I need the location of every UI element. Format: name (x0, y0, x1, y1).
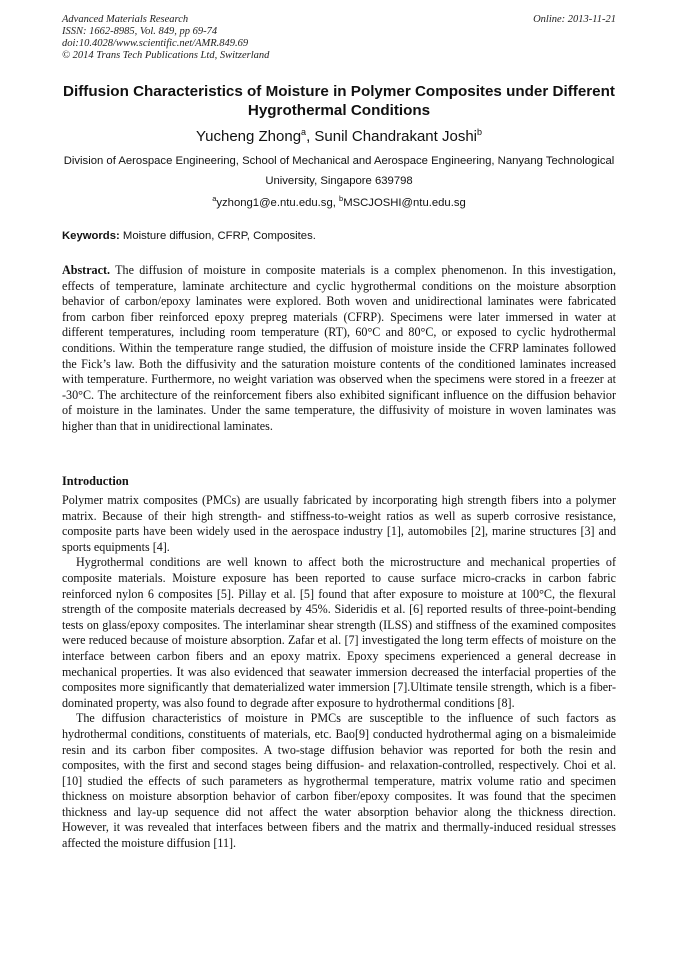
paragraph: Hygrothermal conditions are well known to affect both the microstructure and mechanical properties of composite materials. Moisture exposure has been reported to cause surface micro-cracks in carbon fabric reinforced nylon 6 composites [5]. Pillay et al. [5] found that after exposure to moisture at 100°C, the flexural strength of the composite materials decreased by 45%. Sideridis et al. [6] reported results of three-point-bending tests on glass/epoxy composites. The interlaminar shear strength (ILSS) and stiffness of the examined composites were reduced because of moisture absorption. Zafar et al. [7] investigated the long term effects of moisture on the interface between carbon fibers and an epoxy matrix. Epoxy specimens experienced a general decrease in mechanical properties. It was also evidenced that seawater immersion decreased the interfacial properties of the composites more significantly that dematerialized water immersion [7].Ultimate tensile strength, which is a fiber-dominated property, was also found to degrade after exposure to hydrothermal conditions [8]. (62, 555, 616, 710)
email-link[interactable]: MSCJOSHI@ntu.edu.sg (343, 196, 466, 209)
abstract-label: Abstract. (62, 263, 111, 277)
journal-issn: ISSN: 1662-8985, Vol. 849, pp 69-74 (62, 26, 218, 37)
section-heading: Introduction (62, 474, 129, 488)
author-name: Sunil Chandrakant Joshi (314, 128, 478, 145)
author-list (62, 123, 616, 146)
journal-doi: doi:10.4028/www.scientific.net/AMR.849.69 (62, 38, 249, 49)
author-affiliation-mark: b (477, 127, 483, 137)
online-date: Online: 2013-11-21 (533, 14, 616, 25)
journal-copyright: © 2014 Trans Tech Publications Ltd, Switzerland (62, 50, 270, 61)
introduction-body (62, 493, 616, 852)
author-separator: , (306, 128, 315, 145)
journal-header (62, 14, 269, 62)
affiliation: Division of Aerospace Engineering, School of Mechanical and Aerospace Engineering, Nanyang Technological University, Singapore 639798 (63, 155, 615, 187)
journal-name: Advanced Materials Research (62, 14, 189, 25)
email-mark: a (212, 194, 217, 203)
abstract-text: The diffusion of moisture in composite materials is a complex phenomenon. In this investigation, effects of temperature, laminate architecture and cyclic hygrothermal conditions on the moisture absorption behavior of carbon/epoxy laminates were explored. Both woven and unidirectional laminates were fabricated from carbon fiber reinforced epoxy prepreg materials (CFRP). Specimens were later immersed in water at different temperatures, including room temperature (RT), 60°C and 80°C, or exposed to cyclic hydrothermal conditions. Within the temperature range studied, the diffusion of moisture inside the CFRP laminates followed the Fick’s law. Both the diffusivity and the saturation moisture contents of the conditioned laminates increased with temperature. Furthermore, no weight variation was observed when the specimens were stored in a freezer at -30°C. The architecture of the reinforcement fibers also exhibited significant influence on the diffusion behavior of moisture in the laminates. Under the same temperature, the diffusivity of moisture in woven laminates was higher than that in unidirectional laminates. (62, 263, 616, 433)
author-name: Yucheng Zhong (195, 128, 302, 145)
keywords-label: Keywords: (62, 230, 120, 242)
abstract (62, 263, 616, 435)
keywords-text: Moisture diffusion, CFRP, Composites. (119, 230, 316, 242)
author-affiliation-mark: a (301, 127, 307, 137)
author-emails (62, 192, 616, 210)
paragraph: Polymer matrix composites (PMCs) are usually fabricated by incorporating high strength fibers into a polymer matrix. Because of their high strength- and stiffness-to-weight ratios as well as superb corrosive resistance, composite parts have been widely used in the aerospace industry [1], automobiles [2], marine structures [3] and sports equipments [4]. (62, 493, 616, 554)
paragraph: The diffusion characteristics of moisture in PMCs are susceptible to the influence of such factors as hydrothermal conditions, constituents of materials, etc. Bao[9] conducted hydrothermal aging on a bismaleimide resin and its carbon fiber composites. A two-stage diffusion behavior was reported for both the resin and composites, with the first and second stages being diffusion- and relaxation-controlled, respectively. Choi et al. [10] studied the effects of such parameters as hygrothermal temperature, matrix volume ratio and specimen thickness on moisture absorption behavior of carbon fiber/epoxy composites. It was found that the specimen thickness and lay-up sequence did not affect the water absorption behavior along the thickness direction. However, it was revealed that interfaces between fibers and the matrix and thermally-induced residual stresses affected the moisture diffusion [11]. (62, 711, 616, 851)
email-mark: b (339, 194, 344, 203)
email-link[interactable]: yzhong1@e.ntu.edu.sg, (216, 196, 340, 209)
paper-title: Diffusion Characteristics of Moisture in Polymer Composites under Different Hygrothermal Conditions (63, 83, 615, 119)
keywords (62, 229, 616, 243)
